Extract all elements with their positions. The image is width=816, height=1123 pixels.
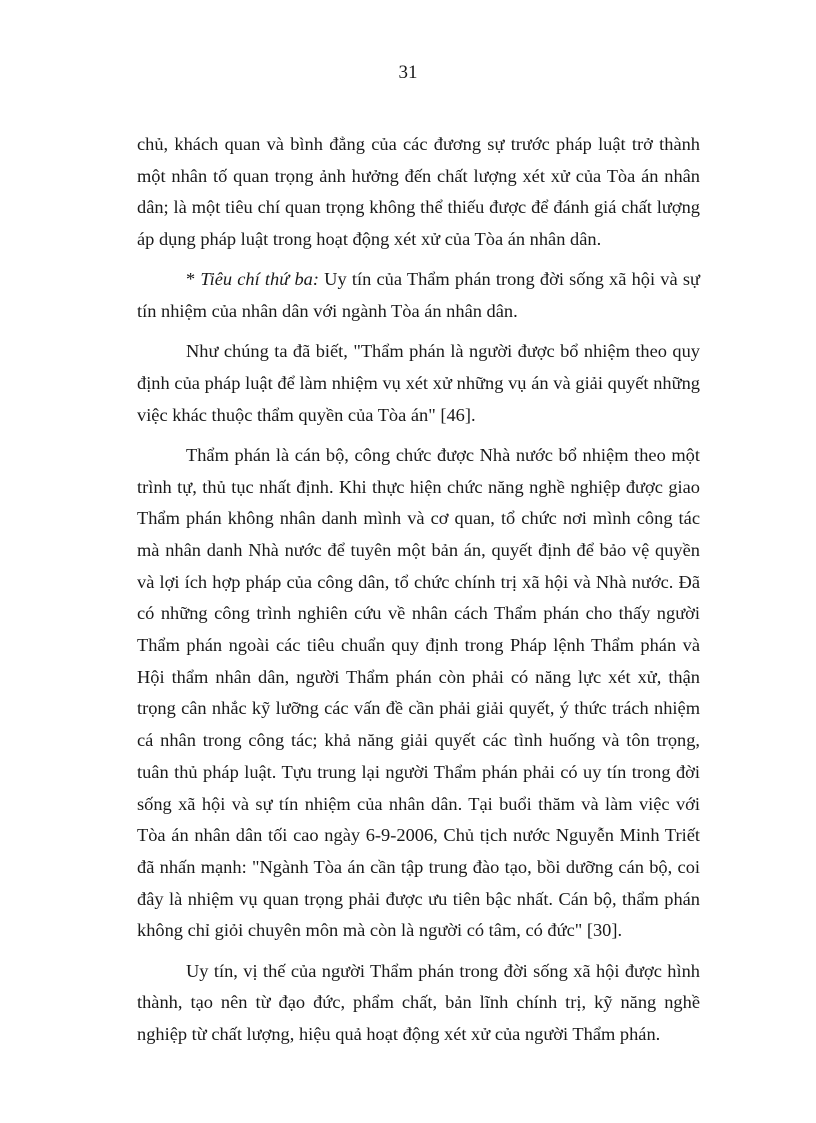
paragraph-judge-reputation: Uy tín, vị thế của người Thẩm phán trong đời sống xã hội được hình thành, tạo nên từ đạo đức, phẩm chất, bản lĩnh chính trị, kỹ năng nghề nghiệp từ chất lượng, hiệu quả hoạt động xét xử của người Thẩm phán. (137, 960, 700, 1044)
paragraph-continuation: chủ, khách quan và bình đẳng của các đương sự trước pháp luật trở thành một nhân tố quan trọng ảnh hưởng đến chất lượng xét xử của Tòa án nhân dân; là một tiêu chí quan trọng không thể thiếu được để đánh giá chất lượng áp dụng pháp luật trong hoạt động xét xử của Tòa án nhân dân. (137, 134, 700, 250)
paragraph-judge-definition: Như chúng ta đã biết, "Thẩm phán là người được bổ nhiệm theo quy định của pháp luật để làm nhiệm vụ xét xử những vụ án và giải quyết những việc khác thuộc thẩm quyền của Tòa án" [46]. (137, 341, 700, 425)
paragraph-criterion-three (137, 264, 700, 327)
criterion-heading: Tiêu chí thứ ba: (200, 269, 319, 290)
bullet-marker: * (186, 269, 201, 290)
page-number: 31 (398, 62, 418, 83)
paragraph-judge-role: Thẩm phán là cán bộ, công chức được Nhà nước bổ nhiệm theo một trình tự, thủ tục nhất định. Khi thực hiện chức năng nghề nghiệp được giao Thẩm phán không nhân danh mình và cơ quan, tổ chức nơi mình công tác mà nhân danh Nhà nước để tuyên một bản án, quyết định để bảo vệ quyền và lợi ích hợp pháp của công dân, tổ chức chính trị xã hội và Nhà nước. Đã có những công trình nghiên cứu về nhân cách Thẩm phán cho thấy người Thẩm phán ngoài các tiêu chuẩn quy định trong Pháp lệnh Thẩm phán và Hội thẩm nhân dân, người Thẩm phán còn phải có năng lực xét xử, thận trọng cân nhắc kỹ lưỡng các vấn đề cần phải giải quyết, ý thức trách nhiệm cá nhân trong công tác; khả năng giải quyết các tình huống và tôn trọng, tuân thủ pháp luật. Tựu trung lại người Thẩm phán phải có uy tín trong đời sống xã hội và sự tín nhiệm của nhân dân. Tại buổi thăm và làm việc với Tòa án nhân dân tối cao ngày 6-9-2006, Chủ tịch nước Nguyễn Minh Triết đã nhấn mạnh: "Ngành Tòa án cần tập trung đào tạo, bồi dưỡng cán bộ, coi đây là nhiệm vụ quan trọng phải được ưu tiên bậc nhất. Cán bộ, thẩm phán không chỉ giỏi chuyên môn mà còn là người có tâm, có đức" [30]. (137, 444, 700, 941)
criterion-text: Uy tín của Thẩm phán trong đời sống xã hội và sự tín nhiệm của nhân dân với ngành Tòa án nhân dân. (137, 269, 700, 322)
document-body (137, 129, 700, 1051)
